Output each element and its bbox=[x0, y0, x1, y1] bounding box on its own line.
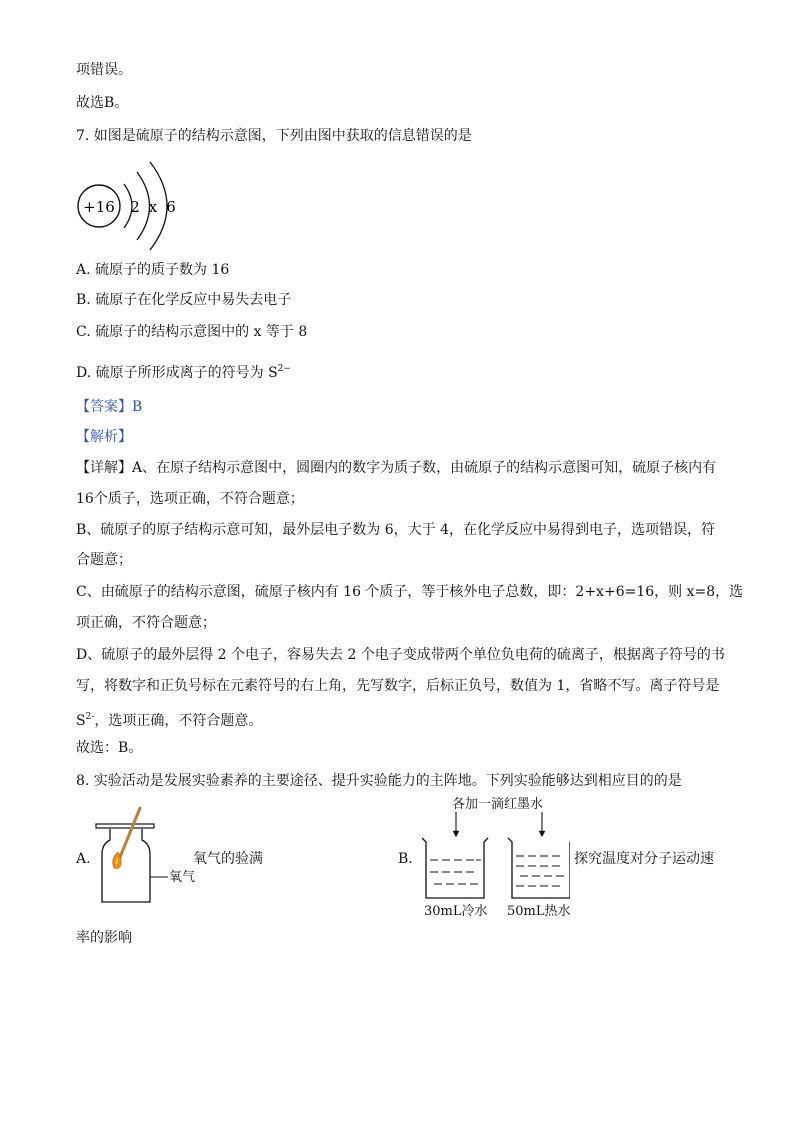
shell-2-electrons: x bbox=[148, 198, 158, 216]
q8-option-a-caption: 氧气的验满 bbox=[193, 851, 263, 867]
detail-line-7: D、硫原子的最外层得 2 个电子，容易失去 2 个电子变成带两个单位负电荷的硫离子，根据离子符号的书 bbox=[76, 647, 725, 663]
beakers-diagram bbox=[418, 808, 570, 904]
water-left bbox=[430, 860, 481, 884]
detail-line-1: 【详解】A、在原子结构示意图中，圆圈内的数字为质子数，由硫原子的结构示意图可知，硫原子核内有 bbox=[76, 460, 717, 476]
q7-option-d-text: D. 硫原子所形成离子的符号为 S bbox=[76, 365, 278, 381]
q7-stem: 7. 如图是硫原子的结构示意图，下列由图中获取的信息错误的是 bbox=[76, 128, 472, 144]
q8-option-b-letter: B. bbox=[398, 851, 413, 867]
prev-question-tail: 项错误。 bbox=[76, 62, 132, 78]
shell-1-electrons: 2 bbox=[130, 198, 140, 216]
detail-line-8: 写，将数字和正负号标在元素符号的右上角，先写数字，后标正负号，数值为 1，省略不写。离子符号是 bbox=[76, 678, 720, 694]
wooden-splint bbox=[118, 808, 140, 862]
nucleus-charge: +16 bbox=[83, 198, 115, 216]
oxygen-bottle-diagram bbox=[92, 802, 204, 910]
beaker-right-label: 50mL热水 bbox=[507, 904, 571, 919]
q7-option-c: C. 硫原子的结构示意图中的 x 等于 8 bbox=[76, 324, 308, 340]
detail-line-9 bbox=[76, 707, 262, 731]
q8-option-b-caption: 探究温度对分子运动速 bbox=[574, 851, 714, 867]
beaker-right bbox=[508, 838, 570, 898]
q8-stem: 8. 实验活动是发展实验素养的主要途径、提升实验能力的主阵地。下列实验能够达到相应目的的是 bbox=[76, 773, 682, 789]
beaker-left-label: 30mL冷水 bbox=[424, 904, 488, 919]
oxygen-label: 氧气 bbox=[169, 870, 196, 885]
q7-option-b: B. 硫原子在化学反应中易失去电子 bbox=[76, 292, 292, 308]
answer-label: 【答案】B bbox=[76, 399, 143, 415]
detail-line-3: B、硫原子的原子结构示意可知，最外层电子数为 6，大于 4，在化学反应中易得到电子，选项错误，符 bbox=[76, 522, 716, 538]
detail-line-4: 合题意； bbox=[76, 552, 132, 568]
q8-option-b-caption-cont: 率的影响 bbox=[76, 930, 132, 946]
prev-answer-line: 故选B。 bbox=[76, 95, 129, 111]
sulfur-atom-structure-diagram bbox=[74, 158, 194, 254]
q7-option-a: A. 硫原子的质子数为 16 bbox=[76, 262, 230, 278]
detail-line-2: 16个质子，选项正确，不符合题意； bbox=[76, 491, 304, 507]
water-right bbox=[516, 856, 564, 886]
q8-option-a-letter: A. bbox=[76, 851, 91, 867]
detail-line-9-text: ，选项正确，不符合题意。 bbox=[94, 713, 263, 729]
q7-option-d-charge: 2− bbox=[277, 364, 291, 374]
q7-option-d bbox=[76, 359, 291, 383]
ion-symbol: S bbox=[76, 713, 86, 729]
shell-3-electrons: 6 bbox=[166, 198, 176, 216]
q7-conclusion: 故选：B。 bbox=[76, 740, 143, 756]
detail-line-6: 项正确，不符合题意； bbox=[76, 615, 216, 631]
glass-plate bbox=[96, 824, 154, 828]
red-ink-label: 各加一滴红墨水 bbox=[452, 797, 544, 812]
analysis-label: 【解析】 bbox=[76, 429, 132, 445]
beaker-left bbox=[422, 838, 488, 898]
ion-charge: 2- bbox=[85, 712, 95, 722]
detail-line-5: C、由硫原子的结构示意图，硫原子核内有 16 个质子，等于核外电子总数，即：2+x+6=16，则 x=8，选 bbox=[76, 584, 744, 600]
